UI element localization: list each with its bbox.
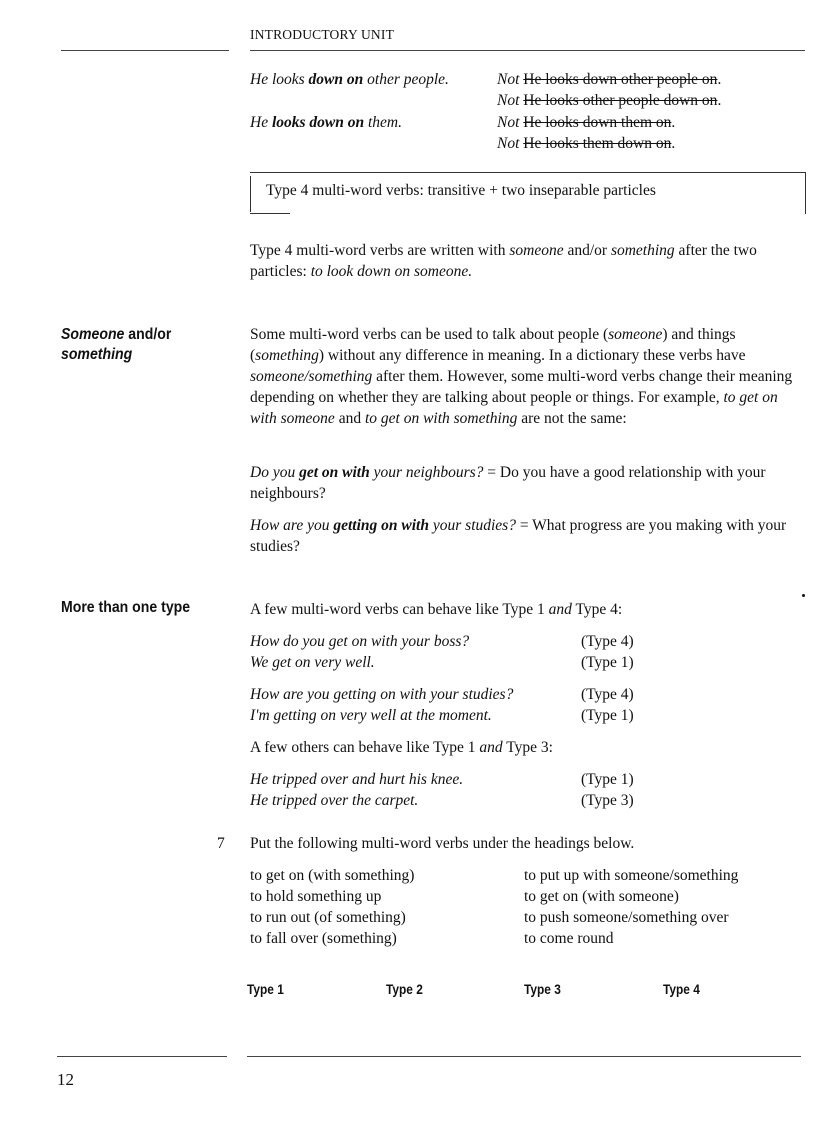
side-heading-someone-something: Someone and/or something [61,326,172,363]
exercise-item-left-2: to hold something up [250,888,382,905]
group1-type-1: (Type 4) [581,633,634,650]
stray-dot [802,594,805,597]
exercise-item-right-2: to get on (with someone) [524,888,679,905]
header-rule-right [250,50,805,51]
exercise-item-right-1: to put up with someone/something [524,867,739,884]
footer-rule-left [57,1056,227,1057]
example-correct-1: He looks down on other people. [250,71,449,88]
exercise-instruction: Put the following multi-word verbs under the headings below. [250,835,635,852]
heading-type-3: Type 3 [524,981,561,997]
someone-example-2: How are you getting on with your studies? = What progress are you making with your studies? [250,517,787,555]
type4-box-left-edge [250,176,251,212]
group3-sentence-2: He tripped over the carpet. [250,792,419,809]
example-wrong-2b: Not He looks them down on. [497,135,676,152]
exercise-item-right-3: to push someone/something over [524,909,729,926]
type4-box-bottom-edge [250,213,290,214]
group1-type-2: (Type 1) [581,654,634,671]
side-heading-more-than-one-type: More than one type [61,599,191,616]
group2-type-2: (Type 1) [581,707,634,724]
exercise-item-left-1: to get on (with something) [250,867,415,884]
type4-box-title: Type 4 multi-word verbs: transitive + two inseparable particles [266,182,656,199]
example-wrong-2a: Not He looks down them on. [497,114,676,131]
example-wrong-1a: Not He looks down other people on. [497,71,722,88]
more-intro-2: A few others can behave like Type 1 and Type 3: [250,739,553,756]
more-intro: A few multi-word verbs can behave like Type 1 and Type 4: [250,601,623,618]
footer-rule-right [247,1056,801,1057]
page-number: 12 [57,1070,74,1089]
group3-sentence-1: He tripped over and hurt his knee. [250,771,464,788]
group2-sentence-1: How are you getting on with your studies? [250,686,514,703]
type4-paragraph: Type 4 multi-word verbs are written with someone and/or something after the two particles: to look down on someone. [250,242,757,280]
heading-type-4: Type 4 [663,981,700,997]
group1-sentence-1: How do you get on with your boss? [250,633,470,650]
example-correct-2: He looks down on them. [250,114,403,131]
group2-type-1: (Type 4) [581,686,634,703]
exercise-item-left-4: to fall over (something) [250,930,397,947]
group3-type-1: (Type 1) [581,771,634,788]
example-wrong-1b: Not He looks other people down on. [497,92,722,109]
exercise-number: 7 [217,835,225,852]
unit-title: INTRODUCTORY UNIT [250,27,395,42]
group3-type-2: (Type 3) [581,792,634,809]
someone-something-paragraph: Some multi-word verbs can be used to talk about people (someone) and things (something) without any difference in meaning. In a dictionary these verbs have someone/something after them. However, some multi-word verbs change their meaning depending on whether they are talking about people or things. For example, to get on with someone and to get on with something are not the same: [250,326,793,427]
exercise-item-left-3: to run out (of something) [250,909,406,926]
group1-sentence-2: We get on very well. [250,654,375,671]
someone-example-1: Do you get on with your neighbours? = Do you have a good relationship with your neighbours? [250,464,766,502]
heading-type-2: Type 2 [386,981,423,997]
group2-sentence-2: I'm getting on very well at the moment. [250,707,492,724]
header-rule-left [61,50,229,51]
exercise-item-right-4: to come round [524,930,614,947]
heading-type-1: Type 1 [247,981,284,997]
